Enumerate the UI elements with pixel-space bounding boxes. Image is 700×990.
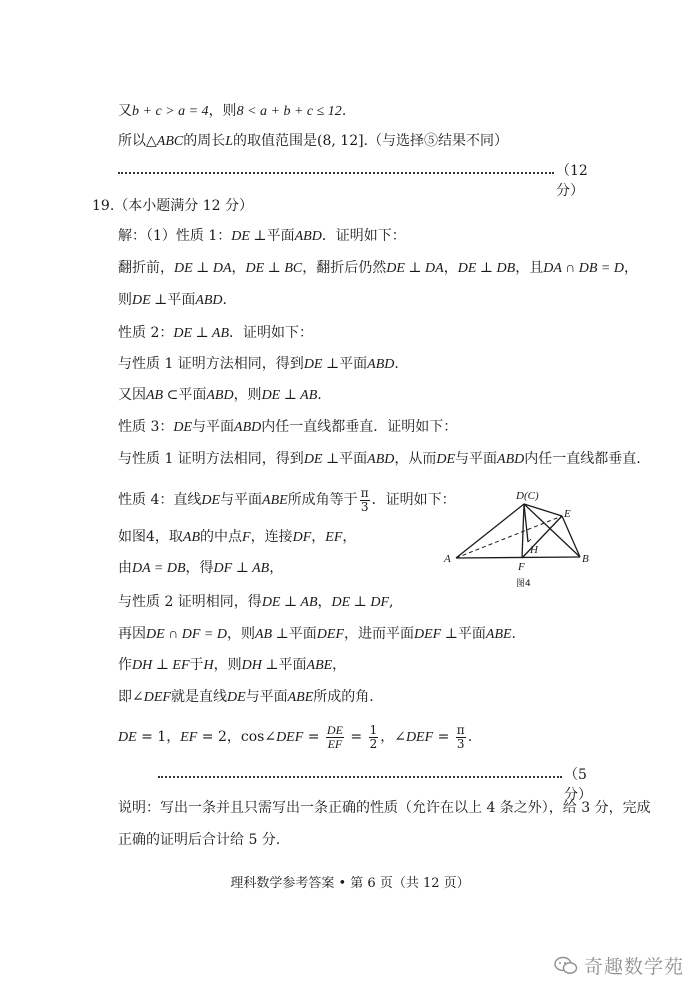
watermark — [554, 952, 684, 979]
property-4-proof-line-1: 如图4，取AB的中点F，连接DF，EF， — [118, 529, 357, 545]
figure-4-diagram — [440, 488, 600, 600]
property-4-computation: DE = 1，EF = 2，cos∠DEF = $\frac{DE}{EF}$ = $\frac{1}{2}$ ，∠DEF = $\frac{\pi}{3}$ . — [118, 722, 473, 751]
figure-caption: 图4 — [516, 579, 531, 589]
property-1-statement: 解：（1）性质 1：DE ⊥平面ABD．证明如下： — [118, 228, 406, 244]
label-H: H — [530, 544, 538, 556]
label-F: F — [518, 561, 525, 573]
property-3-statement: 性质 3：DE与平面ABD内任一直线都垂直．证明如下： — [118, 419, 458, 435]
label-D: D(C) — [516, 490, 539, 502]
edge-EB — [562, 516, 580, 557]
property-4-proof-line-4: 再因DE ∩ DF = D，则AB ⊥平面DEF，进而平面DEF ⊥平面ABE. — [118, 626, 516, 642]
label-A: A — [444, 553, 451, 565]
property-4-statement: 性质 4：直线DE与平面ABE所成角等于 $\frac{\pi}{3}$ ．证明如下： — [118, 485, 456, 514]
property-1-proof-line-1: 翻折前，DE ⊥ DA，DE ⊥ BC，翻折后仍然DE ⊥ DA，DE ⊥ DB，且DA ∩ DB = D， — [118, 260, 638, 276]
page-footer: 理科数学参考答案 • 第 6 页（共 12 页） — [230, 876, 470, 891]
edge-AE-hidden — [456, 516, 562, 558]
score-5: （5 分） — [564, 767, 592, 803]
range-inequality-line: 又b + c > a = 4，则8 < a + b + c ≤ 12. — [118, 103, 347, 119]
perimeter-range-conclusion: 所以△ABC的周长L的取值范围是(8, 12].（与选择⑤结果不同） — [118, 133, 509, 149]
property-1-proof-line-2: 则DE ⊥平面ABD. — [118, 292, 227, 308]
de-over-ef-fraction: $\frac{DE}{EF}$ — [326, 722, 343, 751]
property-4-proof-line-5: 作DH ⊥ EF于H，则DH ⊥平面ABE， — [118, 657, 347, 673]
property-4-proof-line-2: 由DA = DB，得DF ⊥ AB， — [118, 560, 284, 576]
score-12: （12 分） — [556, 163, 588, 199]
chat-bubble-icon — [554, 956, 578, 976]
property-2-statement: 性质 2：DE ⊥ AB．证明如下： — [118, 325, 314, 341]
property-4-proof-line-3: 与性质 2 证明相同，得DE ⊥ AB，DE ⊥ DF, — [118, 594, 394, 610]
pi-over-3-result-fraction: $\frac{\pi}{3}$ — [456, 722, 465, 751]
edge-DH — [524, 504, 528, 542]
pi-over-3-fraction: $\frac{\pi}{3}$ — [360, 485, 369, 514]
score-line-12 — [118, 161, 600, 199]
watermark-text: 奇趣数学苑 — [583, 956, 684, 978]
score-line-5 — [158, 765, 600, 803]
property-2-proof-line-2: 又因AB ⊂平面ABD，则DE ⊥ AB. — [118, 387, 322, 403]
one-half-fraction: $\frac{1}{2}$ — [369, 722, 378, 751]
edge-AB — [456, 557, 580, 558]
label-B: B — [582, 553, 589, 565]
label-E: E — [564, 508, 571, 520]
property-4-proof-line-6: 即∠DEF就是直线DE与平面ABE所成的角. — [118, 689, 374, 705]
edge-AD — [456, 504, 524, 558]
property-2-proof-line-1: 与性质 1 证明方法相同，得到DE ⊥平面ABD. — [118, 356, 399, 372]
property-3-proof: 与性质 1 证明方法相同，得到DE ⊥平面ABD，从而DE与平面ABD内任一直线都垂直. — [118, 451, 641, 467]
problem-19-header: 19.（本小题满分 12 分） — [92, 198, 253, 214]
grading-note-line-1: 说明：写出一条并且只需写出一条正确的性质（允许在以上 4 条之外），给 3 分，完成 — [118, 800, 651, 816]
grading-note-line-2: 正确的证明后合计给 5 分. — [118, 832, 281, 848]
